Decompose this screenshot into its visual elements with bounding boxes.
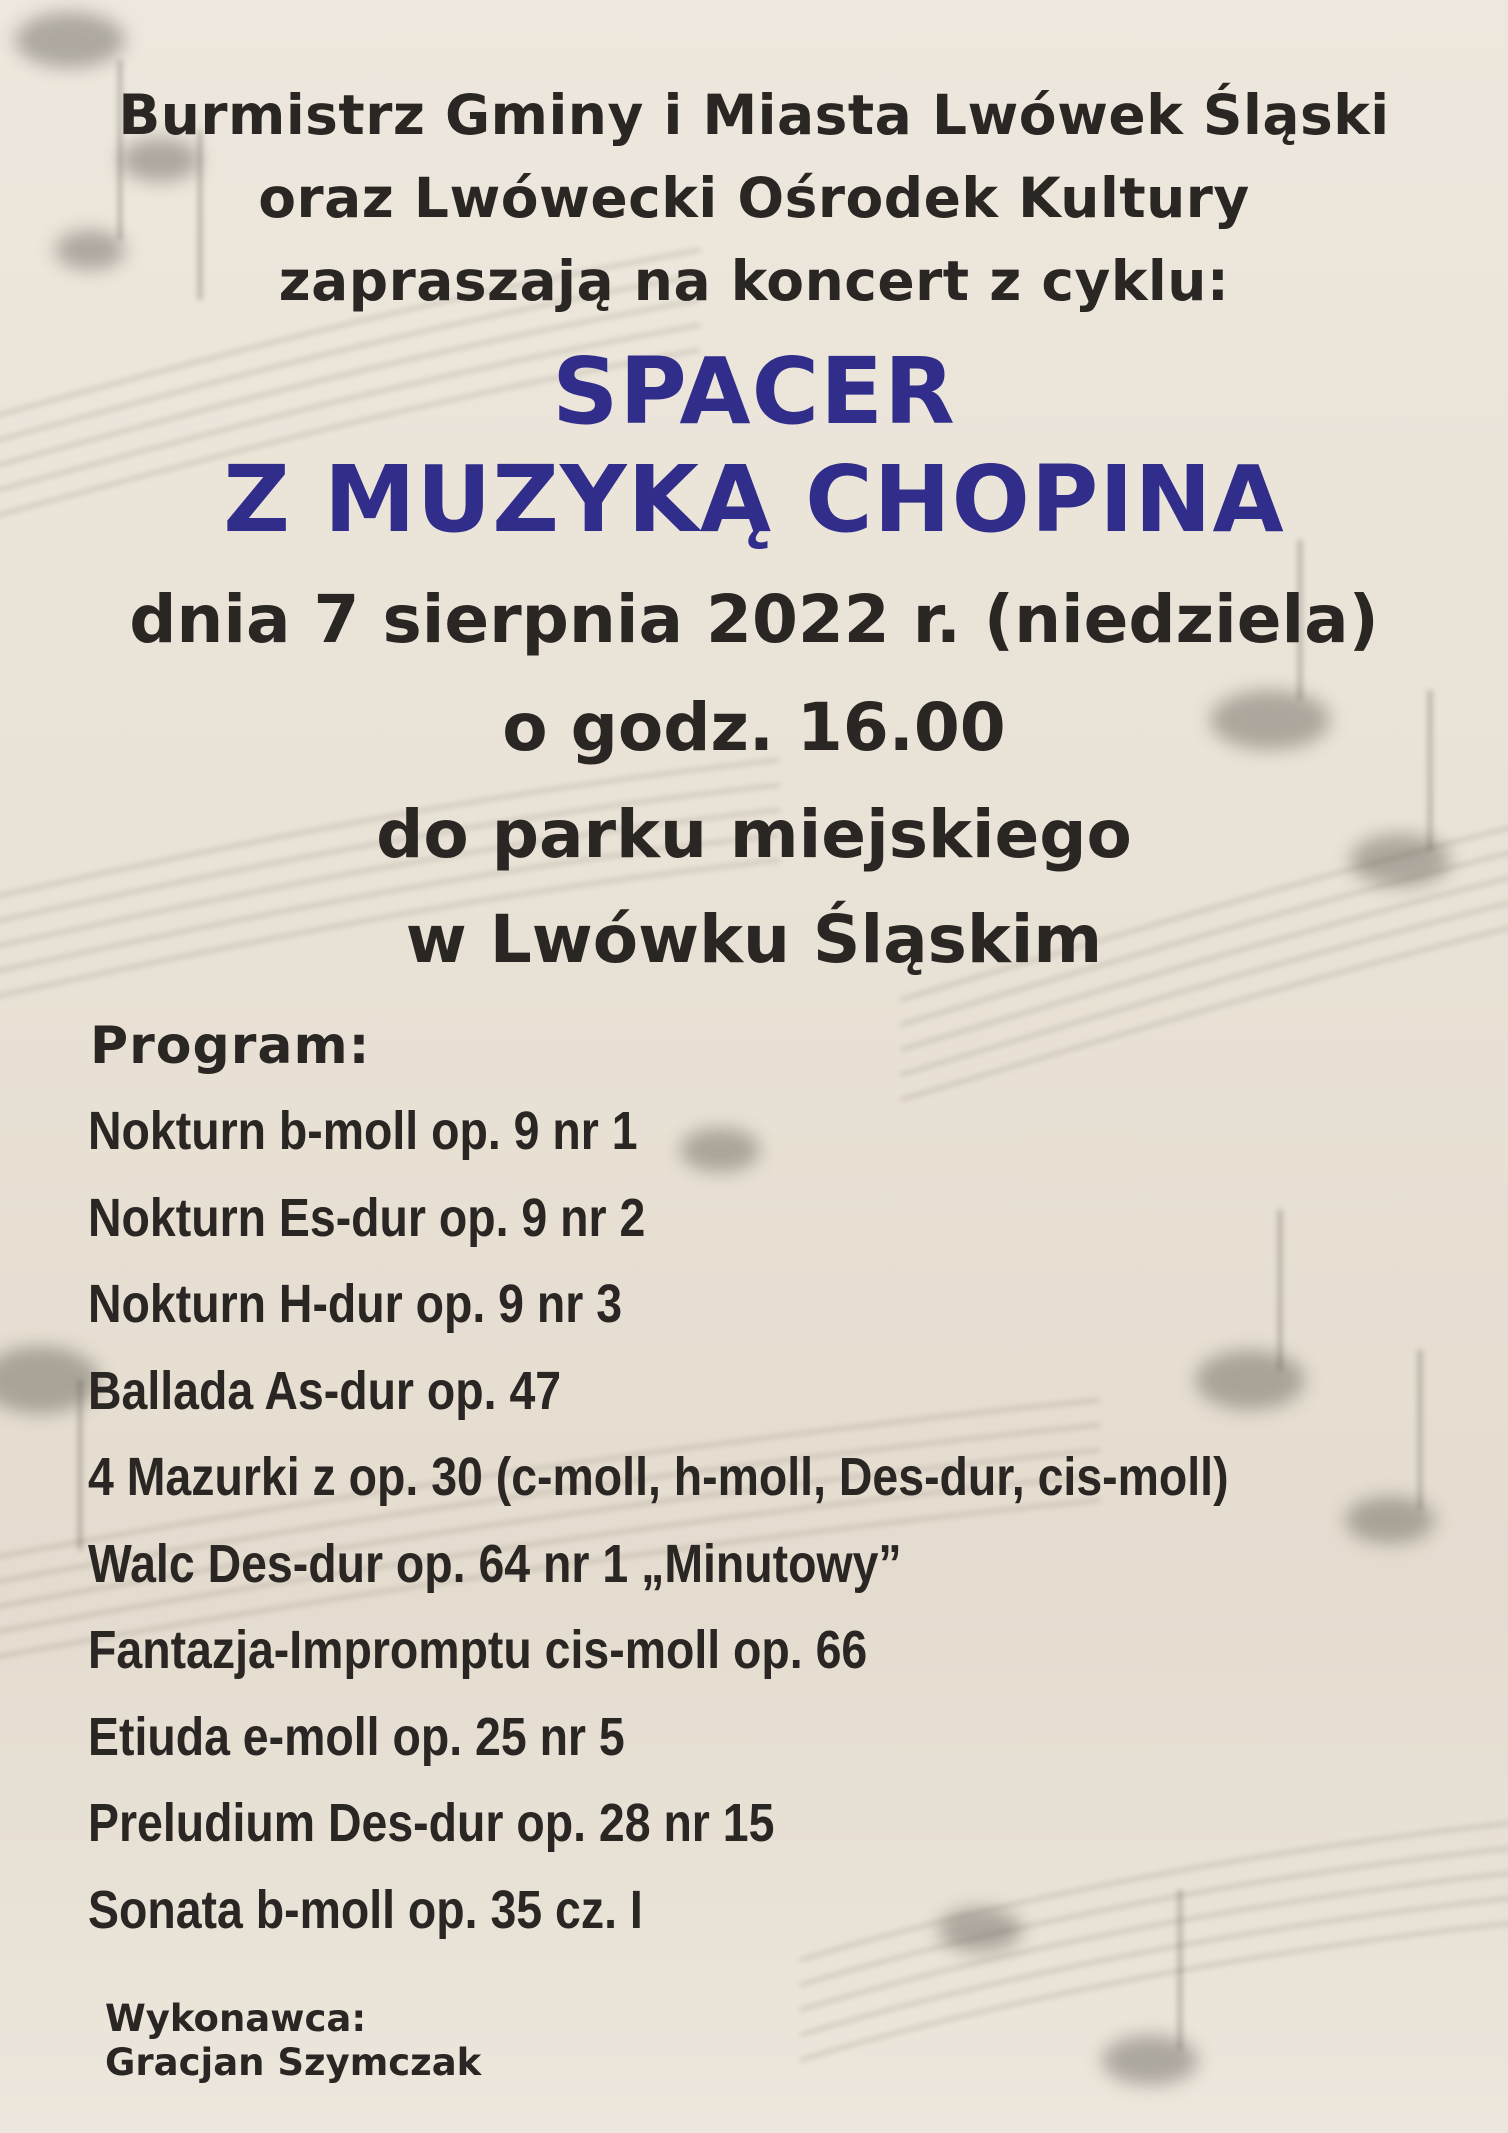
performer-label: Wykonawca: (105, 1997, 367, 2040)
concert-title-line-1: SPACER (552, 338, 956, 445)
program-item: Walc Des-dur op. 64 nr 1 „Minutowy” (88, 1533, 902, 1594)
program-item: Nokturn H-dur op. 9 nr 3 (88, 1274, 623, 1334)
program-heading: Program: (90, 1016, 371, 1076)
program-item: Etiuda e-moll op. 25 nr 5 (88, 1706, 625, 1767)
concert-title-line-2: Z MUZYKĄ CHOPINA (223, 446, 1285, 553)
organizer-line-1: Burmistrz Gminy i Miasta Lwówek Śląski (118, 83, 1390, 147)
program-item: Nokturn Es-dur op. 9 nr 2 (88, 1187, 646, 1248)
program-item: 4 Mazurki z op. 30 (c-moll, h-moll, Des-dur, cis-moll) (88, 1447, 1229, 1507)
performer-name: Gracjan Szymczak (105, 2041, 482, 2084)
event-date: dnia 7 sierpnia 2022 r. (niedziela) (129, 581, 1379, 658)
program-item: Nokturn b-moll op. 9 nr 1 (88, 1101, 638, 1161)
program-item: Preludium Des-dur op. 28 nr 15 (88, 1793, 775, 1853)
program-item: Sonata b-moll op. 35 cz. I (88, 1879, 643, 1940)
program-item: Ballada As-dur op. 47 (88, 1360, 562, 1421)
invitation-line: zapraszają na koncert z cyklu: (278, 249, 1230, 313)
program-list (88, 1095, 1414, 1960)
event-time: o godz. 16.00 (502, 689, 1006, 766)
event-place-line-1: do parku miejskiego (376, 796, 1132, 873)
organizer-line-2: oraz Lwówecki Ośrodek Kultury (258, 166, 1250, 230)
program-item: Fantazja-Impromptu cis-moll op. 66 (88, 1620, 868, 1680)
event-place-line-2: w Lwówku Śląskim (405, 901, 1103, 978)
